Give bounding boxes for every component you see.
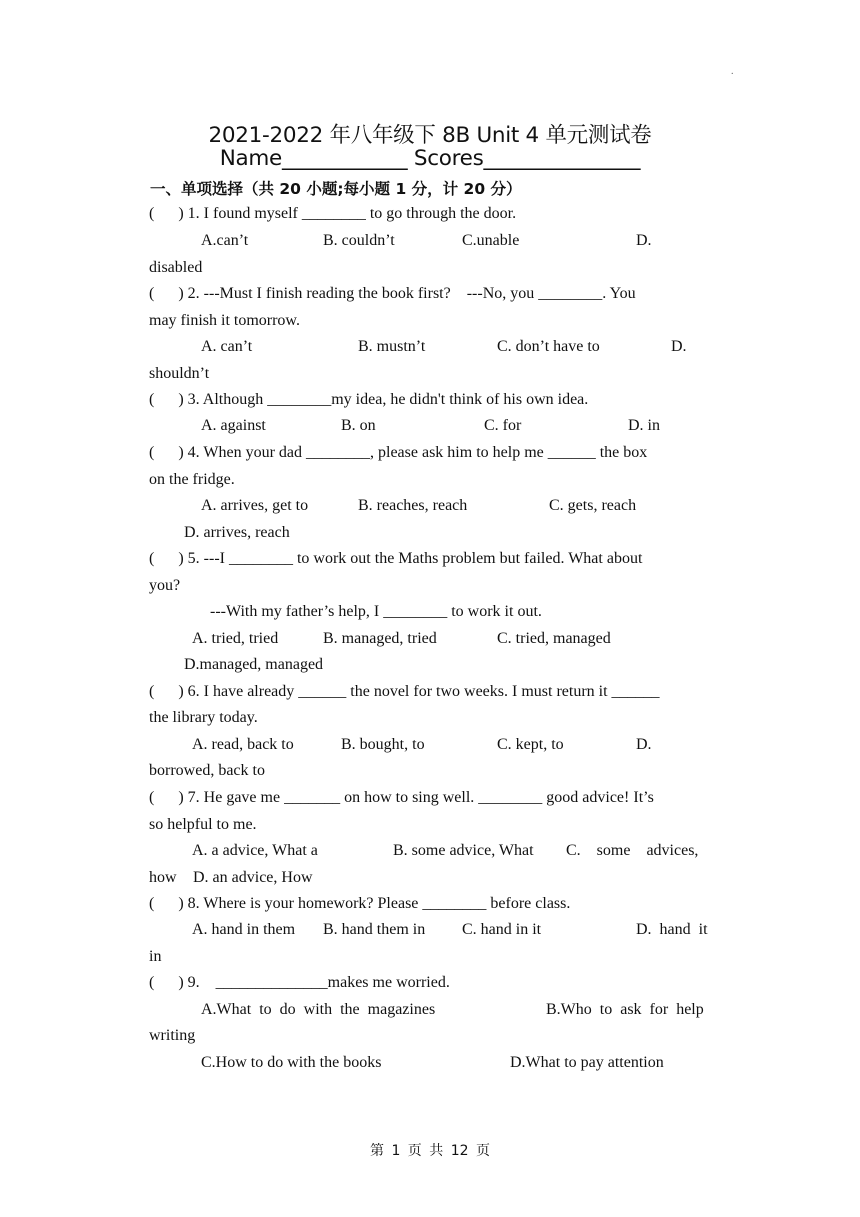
q2-option-a: A. can’t [201,338,253,355]
q4-option-c: C. gets, reach [549,497,637,514]
q3-option-b: B. on [341,417,376,434]
q8-option-c: C. hand in it [462,921,542,938]
q5-option-c: C. tried, managed [497,630,611,647]
q1-option-d-cont: disabled [149,259,203,276]
q6-option-c: C. kept, to [497,736,564,753]
question-1-stem: ( ) 1. I found myself ________ to go through the door. [149,205,517,222]
corner-dot: . [731,66,734,77]
q7-option-a: A. a advice, What a [192,842,318,859]
q1-option-a: A.can’t [201,232,249,249]
question-8-stem: ( ) 8. Where is your homework? Please ________ before class. [149,895,571,912]
q9-option-d: D.What to pay attention [510,1054,664,1071]
q8-option-b: B. hand them in [323,921,426,938]
q8-option-d: D. hand it [636,921,708,938]
question-6-stem-cont: the library today. [149,709,258,726]
q3-option-a: A. against [201,417,266,434]
q3-option-d: D. in [628,417,660,434]
question-2-stem: ( ) 2. ---Must I finish reading the book first? ---No, you ________. You [149,285,636,302]
q4-option-a: A. arrives, get to [201,497,309,514]
q9-option-b-cont: writing [149,1027,196,1044]
q5-option-a: A. tried, tried [192,630,279,647]
question-7-stem-cont: so helpful to me. [149,816,257,833]
q9-option-a: A.What to do with the magazines [201,1001,436,1018]
q4-option-b: B. reaches, reach [358,497,468,514]
q8-option-d-cont: in [149,948,162,965]
q6-option-d-cont: borrowed, back to [149,762,265,779]
q1-option-c: C.unable [462,232,520,249]
question-7-stem: ( ) 7. He gave me _______ on how to sing well. ________ good advice! It’s [149,789,654,806]
question-5-stem-cont: you? [149,577,181,594]
q3-option-c: C. for [484,417,522,434]
q7-option-c: C. some advices, [566,842,699,859]
page-footer: 第 1 页 共 12 页 [370,1143,490,1159]
name-scores-line: Name____________ Scores_______________ [219,146,641,171]
question-3-stem: ( ) 3. Although ________my idea, he didn't think of his own idea. [149,391,589,408]
section-heading: 一、单项选择（共 20 小题;每小题 1 分，计 20 分） [150,180,522,198]
page-title: 2021-2022 年八年级下 8B Unit 4 单元测试卷 [208,123,652,148]
q2-option-c: C. don’t have to [497,338,600,355]
question-6-stem: ( ) 6. I have already ______ the novel for two weeks. I must return it ______ [149,683,660,700]
q7-option-c-cont: how [149,869,177,886]
question-9-stem: ( ) 9. ______________makes me worried. [149,974,450,991]
question-5-reply: ---With my father’s help, I ________ to work it out. [210,603,542,620]
question-5-stem: ( ) 5. ---I ________ to work out the Maths problem but failed. What about [149,550,643,567]
question-4-stem-cont: on the fridge. [149,471,235,488]
q2-option-b: B. mustn’t [358,338,426,355]
q5-option-d: D.managed, managed [184,656,324,673]
q7-option-b: B. some advice, What [393,842,534,859]
q2-option-d-cont: shouldn’t [149,365,210,382]
q9-option-b: B.Who to ask for help [546,1001,704,1018]
q9-option-c: C.How to do with the books [201,1054,382,1071]
q2-option-d: D. [671,338,687,355]
q8-option-a: A. hand in them [192,921,296,938]
q7-option-d: D. an advice, How [193,869,313,886]
q1-option-b: B. couldn’t [323,232,395,249]
q6-option-b: B. bought, to [341,736,425,753]
q4-option-d: D. arrives, reach [184,524,290,541]
question-4-stem: ( ) 4. When your dad ________, please ask him to help me ______ the box [149,444,648,461]
q6-option-a: A. read, back to [192,736,294,753]
q1-option-d: D. [636,232,652,249]
q6-option-d: D. [636,736,652,753]
question-2-stem-cont: may finish it tomorrow. [149,312,300,329]
q5-option-b: B. managed, tried [323,630,437,647]
